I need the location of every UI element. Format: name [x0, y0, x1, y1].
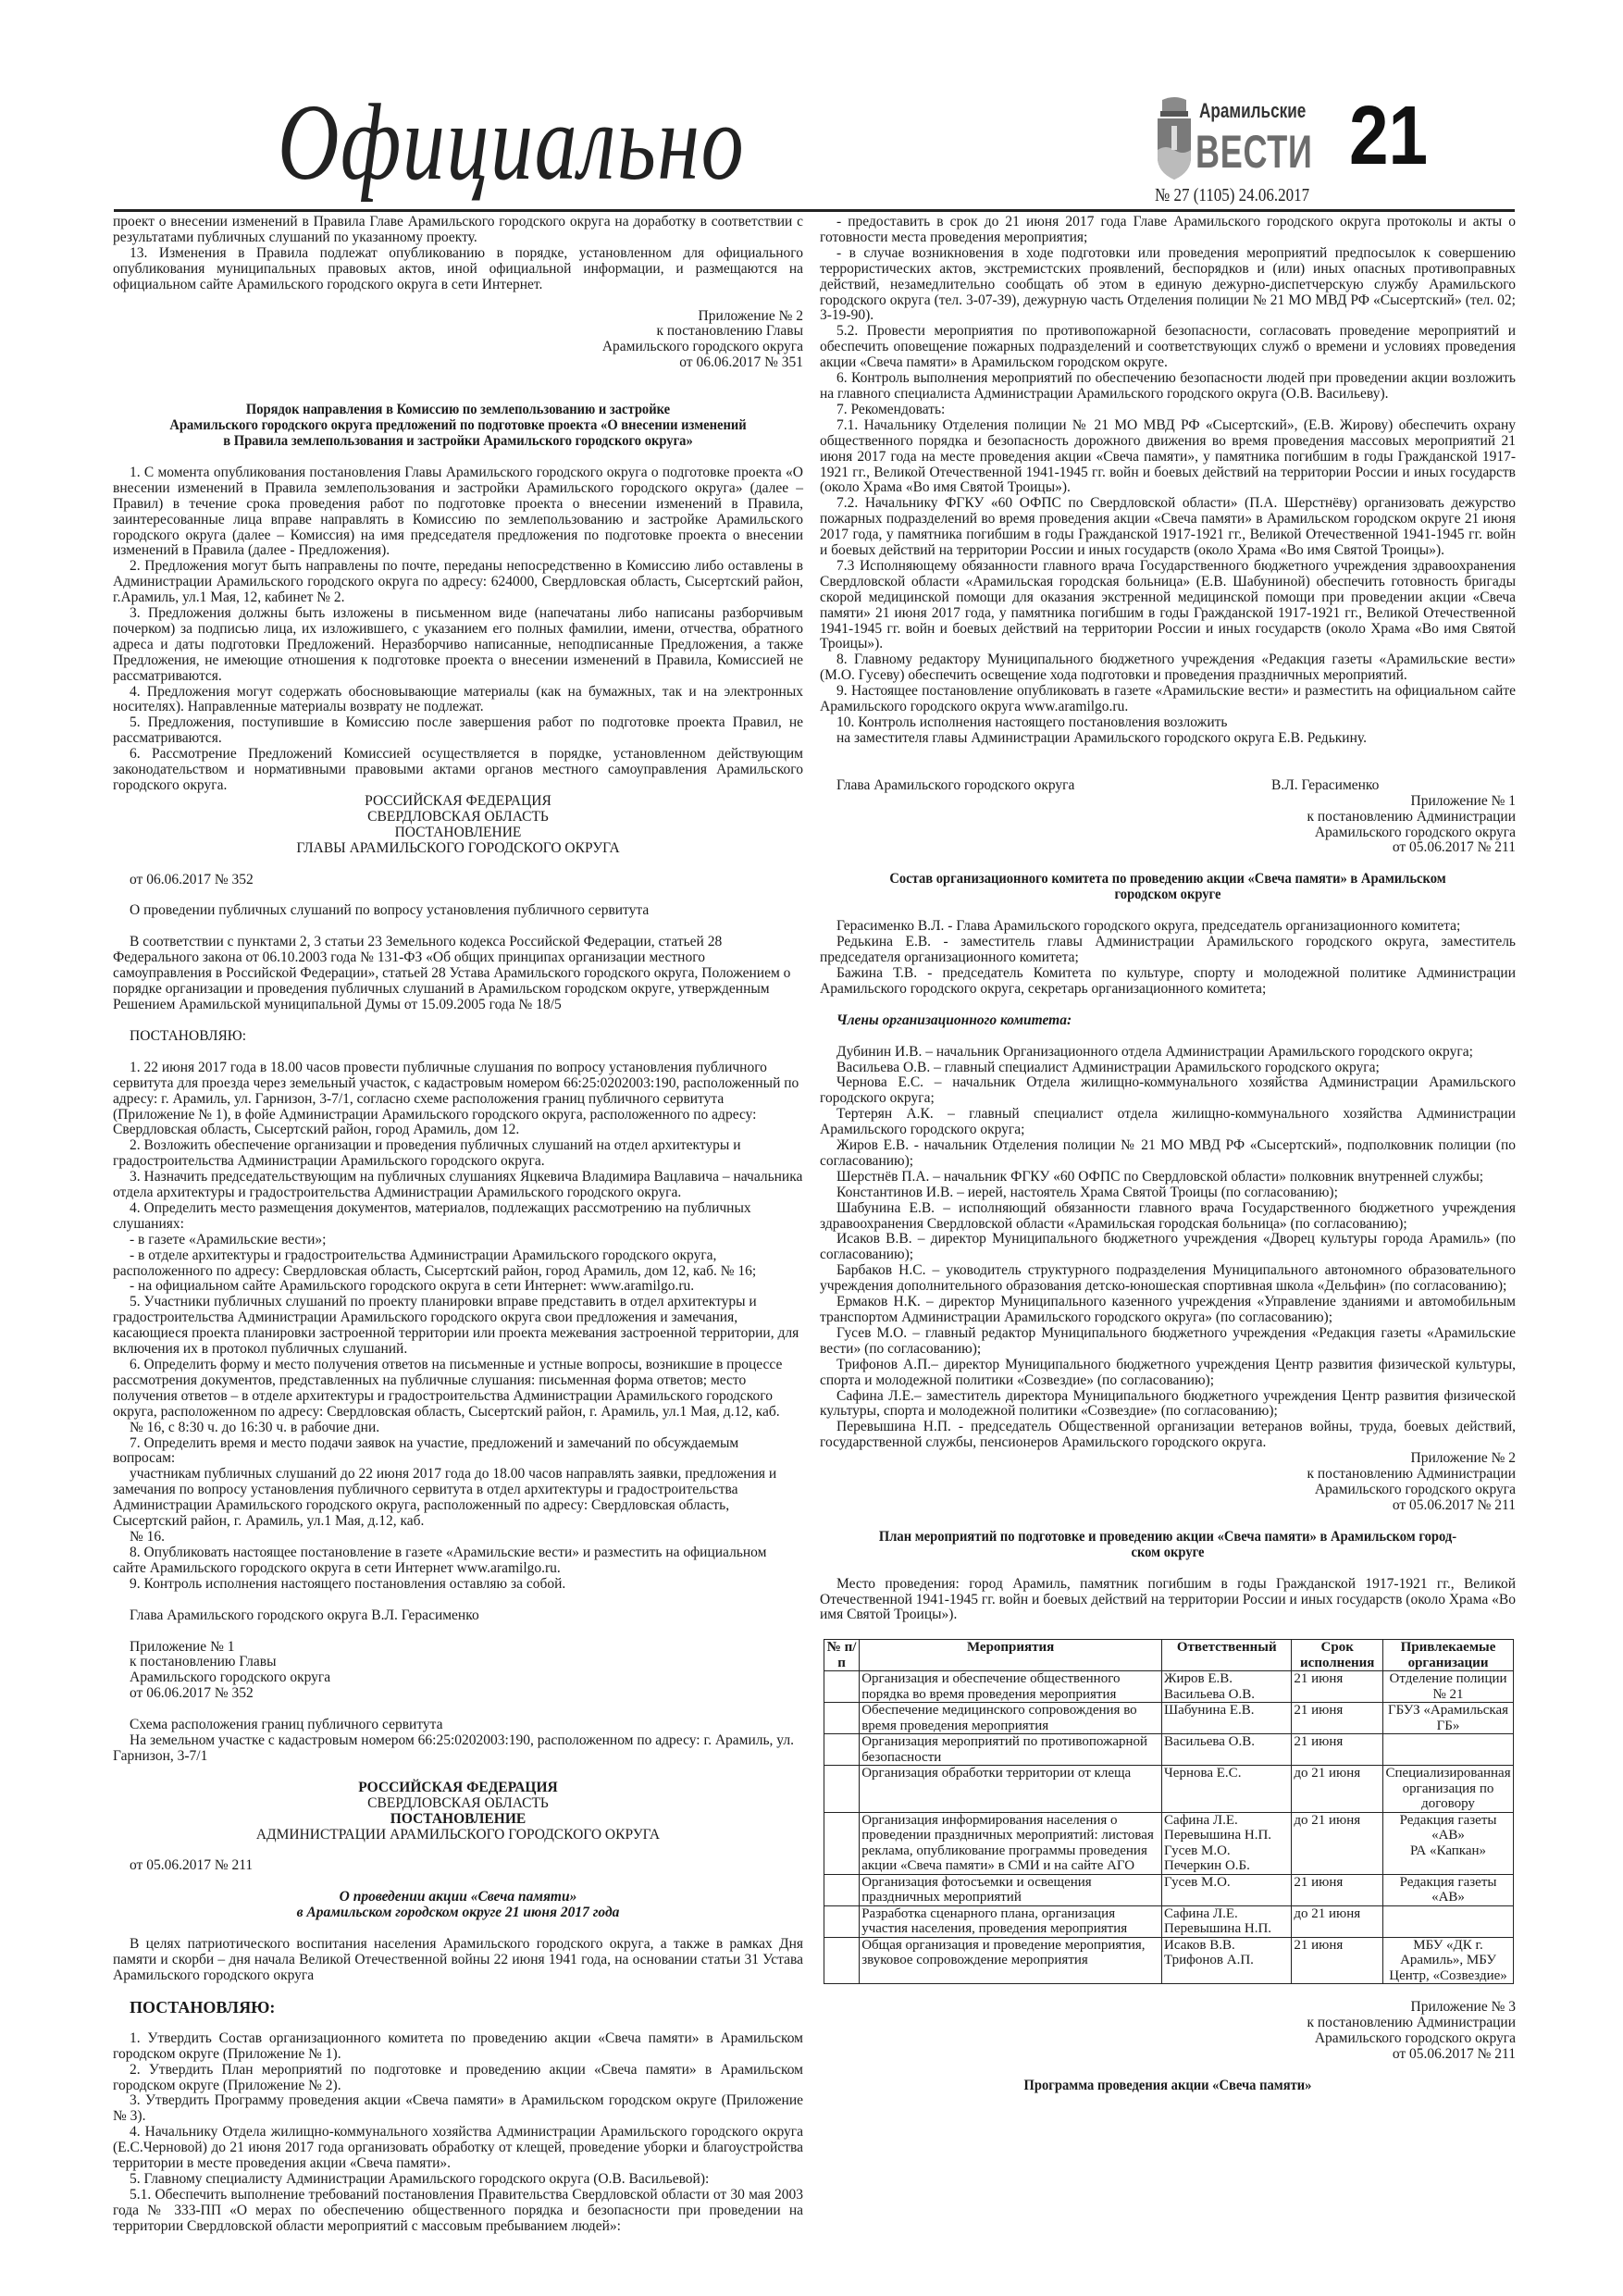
- table-cell: Сафина Л.Е. Перевышина Н.П. Гусев М.О. Печеркин О.Б.: [1162, 1812, 1292, 1874]
- text-lines: [113, 1640, 803, 1703]
- table-cell: Организация и обеспечение общественного порядка во время проведения мероприятия: [860, 1671, 1162, 1703]
- paragraph: № 16.: [130, 1528, 166, 1545]
- section-heading: [841, 872, 1495, 903]
- paragraph: Барбаков Н.С. – уководитель структурного подразделения Муниципального автономного образовательного учреждения дополнительного образования детско-юношеская спортивная школа «Дельфин» (по согласованию);: [820, 1262, 1516, 1295]
- paragraph: 9. Настоящее постановление опубликовать в газете «Арамильские вести» и разместить на официальном сайте Арамильского городского округа www.aramilgo.ru.: [820, 683, 1516, 715]
- paragraph: Ермаков Н.К. – директор Муниципального казенного учреждения «Управление зданиями и автомобильным транспортом Администрации Арамильского городского округа» (по согласованию);: [820, 1294, 1516, 1325]
- text-line: СВЕРДЛОВСКАЯ ОБЛАСТЬ: [367, 808, 549, 825]
- spacer: [113, 293, 803, 309]
- paragraph: 2. Утвердить План мероприятий по подготовке и проведению акции «Свеча памяти» в Арамильском городском округе (Приложение № 2).: [113, 2061, 803, 2093]
- section-heading: [841, 2079, 1495, 2094]
- table-cell: [824, 1937, 860, 1984]
- paragraph: 4. Начальнику Отдела жилищно-коммунального хозяйства Администрации Арамильского городского округа (Е.С.Черновой) до 21 июня 2017 года организовать обработку от клещей, проведение уборки и благоустройства территории в месте проведения акции «Свеча памяти».: [113, 2124, 803, 2172]
- paragraph: 5. Предложения, поступившие в Комиссию после завершения работ по подготовке проекта Правил, не рассматриваются.: [113, 714, 803, 747]
- spacer: [113, 1045, 803, 1061]
- paragraph: Гусев М.О. – главный редактор Муниципального бюджетного учреждения «Редакция газеты «Арамильские вести» (по согласованию);: [820, 1324, 1516, 1357]
- paragraph: Сафина Л.Е.– заместитель директора Муниципального бюджетного учреждения Центр развития физической культуры, спорта и молодежной политики «Созвездие» (по согласованию);: [820, 1387, 1516, 1420]
- paragraph: - в отделе архитектуры и градостроительства Администрации Арамильского городского округа, расположенного по адресу: Свердловская область, Сысертский район, город Арамиль, дом 12, каб. № 16;: [113, 1247, 757, 1279]
- table-cell: 21 июня: [1292, 1734, 1383, 1766]
- appendix-reference: [820, 2000, 1516, 2063]
- table-cell: МБУ «ДК г. Арамиль», МБУ Центр, «Созвездие»: [1383, 1937, 1514, 1984]
- issue-number-date: № 27 (1105) 24.06.2017: [1155, 185, 1310, 205]
- paragraph: 6. Контроль выполнения мероприятий по обеспечению безопасности людей при проведении акции возложить на главного специалиста Администрации Арамильского городского округа (О.В. Васильеву).: [820, 370, 1516, 402]
- spacer: [113, 387, 803, 403]
- spacer: [820, 856, 1516, 872]
- resolution-keyword: ПОСТАНОВЛЯЮ:: [130, 1997, 276, 2017]
- table-cell: Организация обработки территории от клеща: [860, 1766, 1162, 1813]
- text-line: Арамильского городского округа: [1314, 824, 1516, 840]
- logo-top-text: Арамильские: [1199, 99, 1307, 122]
- table-cell: [1383, 1905, 1514, 1937]
- table-cell: Жиров Е.В. Васильева О.В.: [1162, 1671, 1292, 1703]
- table-row: [824, 1812, 1514, 1874]
- paragraph: 3. Назначить председательствующим на публичных слушаниях Яцкевича Владимира Вацлавича – начальника отдела архитектуры и градостроительства Администрации Арамильского городского округа.: [113, 1169, 803, 1201]
- table-cell: [824, 1905, 860, 1937]
- spacer: [113, 1013, 803, 1029]
- header-line: РОССИЙСКАЯ ФЕДЕРАЦИЯ: [358, 1779, 558, 1795]
- text-line: в Арамильском городском округе 21 июня 2017 года: [296, 1905, 620, 1921]
- paragraph: Бажина Т.В. - председатель Комитета по культуре, спорту и молодежной политике Администрации Арамильского городского округа, секретарь организационного комитета;: [820, 964, 1516, 997]
- paragraph: ПОСТАНОВЛЯЮ:: [130, 1027, 247, 1044]
- spacer: [113, 2016, 803, 2031]
- table-cell: [824, 1874, 860, 1905]
- header-line: ПОСТАНОВЛЕНИЕ: [390, 1810, 527, 1827]
- text-line: Арамильского городского округа: [1314, 1481, 1516, 1497]
- table-row: [824, 1734, 1514, 1766]
- spacer: [820, 763, 1516, 778]
- table-cell: [1383, 1734, 1514, 1766]
- signatory-name: В.Л. Герасименко: [1271, 776, 1380, 793]
- text-line: ГЛАВЫ АРАМИЛЬСКОГО ГОРОДСКОГО ОКРУГА: [296, 839, 620, 856]
- spacer: [113, 1593, 803, 1608]
- paragraph: Дубинин И.В. – начальник Организационного отдела Администрации Арамильского городского округа;: [836, 1043, 1473, 1060]
- spacer: [820, 1029, 1516, 1045]
- table-header-cell: Срок исполнения: [1292, 1640, 1383, 1671]
- text-line: Арамильского городского округа: [130, 1669, 331, 1686]
- table-cell: Редакция газеты «АВ» РА «Капкан»: [1383, 1812, 1514, 1874]
- spacer: [113, 857, 803, 873]
- table-cell: Редакция газеты «АВ»: [1383, 1874, 1514, 1905]
- paragraph: 1. 22 июня 2017 года в 18.00 часов провести публичные слушания по вопросу установления публичного сервитута для проезда через земельный участок, с кадастровым номером 66:25:0202003:190, расположенный по адресу: г. Арамиль, ул. Гарнизон, 3-7/1, согласно схеме расположения границ публичного сервитута (Приложение № 1), в фойе Администрации Арамильского городского округа, расположенного по адресу: Свердловская область, Сысертский район, город Арамиль, дом 12.: [113, 1059, 799, 1138]
- paragraph: - в газете «Арамильские вести»;: [130, 1231, 327, 1247]
- paragraph: 4. Определить место размещения документов, материалов, подлежащих рассмотрению на публичных слушаниях:: [113, 1199, 751, 1232]
- paragraph: 6. Рассмотрение Предложений Комиссией осуществляется в порядке, установленном действующим законодательством и нормативными правовыми актами органов местного самоуправления Арамильского городского округа.: [113, 746, 803, 793]
- paragraph: Шерстнёв П.А. – начальник ФГКУ «60 ОФПС по Свердловской области» полковник внутренней службы;: [836, 1168, 1484, 1185]
- text-line: Арамильского городского округа: [1314, 2030, 1516, 2047]
- paragraph: Чернова Е.С. – начальник Отдела жилищно-коммунального хозяйства Администрации Арамильского городского округа;: [820, 1074, 1516, 1107]
- table-cell: Общая организация и проведение мероприятия, звуковое сопровождение мероприятия: [860, 1937, 1162, 1984]
- paragraph: 1. Утвердить Состав организационного комитета по проведению акции «Свеча памяти» в Арамильском городском округе (Приложение № 1).: [113, 2029, 803, 2062]
- coat-of-arms-icon: [1155, 96, 1194, 181]
- table-cell: Разработка сценарного плана, организация участия населения, проведения мероприятия: [860, 1905, 1162, 1937]
- paragraph: Схема расположения границ публичного сервитута: [130, 1717, 443, 1733]
- paragraph: 13. Изменения в Правила подлежат опубликованию в порядке, установленном для официального опубликования муниципальных правовых актов, иной официальной информации, и размещаются на официальном сайте Арамильского городского округа в сети Интернет.: [113, 244, 803, 292]
- appendix-reference: [113, 309, 803, 372]
- table-cell: [824, 1703, 860, 1734]
- text-line: от 05.06.2017 № 211: [1392, 2046, 1516, 2063]
- text-line: Порядок направления в Комиссию по землепользованию и застройке: [245, 402, 671, 418]
- plan-table: [824, 1639, 1514, 1984]
- paragraph: 7. Определить время и место подачи заявок на участие, предложений и замечаний по обсуждаемым вопросам:: [113, 1434, 739, 1467]
- table-cell: Шабунина Е.В.: [1162, 1703, 1292, 1734]
- header-line: АДМИНИСТРАЦИИ АРАМИЛЬСКОГО ГОРОДСКОГО ОКРУГА: [255, 1826, 661, 1843]
- spacer: [820, 747, 1516, 763]
- table-cell: Чернова Е.С.: [1162, 1766, 1292, 1813]
- paragraph: 8. Опубликовать настоящее постановление в газете «Арамильские вести» и разместить на официальном сайте Арамильского городского округа в сети Интернет www.aramilgo.ru.: [113, 1544, 767, 1576]
- text-line: Приложение № 1: [130, 1638, 235, 1655]
- text-line: от 05.06.2017 № 211: [1392, 1496, 1516, 1513]
- text-line: от 06.06.2017 № 351: [679, 354, 803, 371]
- paragraph: проект о внесении изменений в Правила Главе Арамильского городского округа на доработку в соответствии с результатами публичных слушаний по указанному проекту.: [113, 214, 803, 245]
- signatory-title: Глава Арамильского городского округа: [836, 776, 1075, 793]
- table-cell: Организация информирования населения о проведении праздничных мероприятий: листовая реклама, опубликование программы проведения акции «Свеча памяти» в СМИ и на сайте АГО: [860, 1812, 1162, 1874]
- paragraph: 5. Главному специалисту Администрации Арамильского городского округа (О.В. Васильевой):: [130, 2170, 710, 2187]
- paragraph: 2. Возложить обеспечение организации и проведения публичных слушаний на отдел архитектуры и градостроительства Администрации Арамильского городского округа.: [113, 1137, 741, 1170]
- table-header-cell: Мероприятия: [860, 1640, 1162, 1671]
- table-cell: Сафина Л.Е. Перевышина Н.П.: [1162, 1905, 1292, 1937]
- text-line: городском округе: [1114, 887, 1221, 903]
- text-line: План мероприятий по подготовке и проведению акции «Свеча памяти» в Арамильском город-: [878, 1528, 1457, 1545]
- paragraph: В соответствии с пунктами 2, 3 статьи 23 Земельного кодекса Российской Федерации, статьей 28 Федерального закона от 06.10.2003 года № 131-ФЗ «Об общих принципах организации местного самоуправления в Российской Федерации», статьей 28 Устава Арамильского городского округа, Положением о порядке организации и проведения публичных слушаний в Арамильском городском округе, утвержденным Решением Арамильской муниципальной Думы от 15.09.2005 года № 18/5: [113, 934, 791, 1012]
- table-header-cell: Ответственный: [1162, 1640, 1292, 1671]
- table-row: [824, 1766, 1514, 1813]
- table-row: [824, 1937, 1514, 1984]
- paragraph: 7.2. Начальнику ФГКУ «60 ОФПС по Свердловской области» (П.А. Шерстнёву) организовать дежурство пожарных подразделений во время проведения акции «Свеча памяти» в Арамильском городском округе 21 июня 2017 года, у памятника погибшим в годы Гражданской 1917-1921 гг., Великой Отечественной 1941-1945 гг. войн и боевых действий на территории России и иных государств (около Храма «Во имя Святой Троицы»).: [820, 495, 1516, 559]
- table-row: [824, 1703, 1514, 1734]
- paragraph: 3. Предложения должны быть изложены в письменном виде (напечатаны либо написаны разборчивым почерком) за подписью лица, их изложившего, с указанием его полных фамилии, имени, отчества, обратного адреса и даты подготовки Предложений. Неразборчиво написанные, неподписанные Предложения, а также Предложения, не имеющие отношения к подготовке проекта о внесении изменений в Правила, Комиссией не рассматриваются.: [113, 605, 803, 684]
- spacer: [820, 998, 1516, 1013]
- document-header: [113, 1781, 803, 1843]
- spacer: [113, 887, 803, 903]
- paragraph: 1. С момента опубликования постановления Главы Арамильского городского округа о подготовке проекта «О внесении изменений в Правила землепользования и застройки Арамильского городского округа» (далее – Правил) в течение срока проведения работ по подготовке проекта о внесении изменений в Правила, заинтересованные лица вправе направлять в Комиссию по землепользованию и застройке Арамильского городского округа (далее – Комиссия) на имя председателя предложения по подготовке проекта о внесении изменений в Правила (далее - Предложения).: [113, 464, 803, 559]
- signature-line: [820, 778, 1516, 794]
- paragraph: от 06.06.2017 № 352: [130, 871, 254, 887]
- table-cell: [824, 1766, 860, 1813]
- table-header-cell: Привлекаемые организации: [1383, 1640, 1514, 1671]
- table-cell: Исаков В.В. Трифонов А.П.: [1162, 1937, 1292, 1984]
- header-rule: [114, 209, 1515, 212]
- logo-main-text: ВЕСТИ: [1196, 126, 1313, 178]
- text-line: ском округе: [1131, 1544, 1205, 1560]
- paragraph: 5.2. Провести мероприятия по противопожарной безопасности, согласовать проведение мероприятий и обеспечить оповещение пожарных подразделений и соответствующих служб о времени и условиях проведения акции «Свеча памяти» в Арамильском городском округе.: [820, 323, 1516, 371]
- text-line: от 05.06.2017 № 211: [1392, 839, 1516, 856]
- text-line: к постановлению Администрации: [1307, 808, 1516, 825]
- text-line: ПОСТАНОВЛЕНИЕ: [394, 824, 522, 840]
- spacer: [820, 1623, 1516, 1639]
- text-line: в Правила землепользования и застройки Арамильского городского округа»: [223, 432, 693, 449]
- table-row: [824, 1874, 1514, 1905]
- table-cell: 21 июня: [1292, 1937, 1383, 1984]
- text-line: Арамильского городского округа: [601, 339, 803, 355]
- paragraph: Герасименко В.Л. - Глава Арамильского городского округа, председатель организационного комитета;: [836, 918, 1461, 935]
- paragraph: № 16, с 8:30 ч. до 16:30 ч. в рабочие дни.: [130, 1419, 380, 1435]
- table-header-row: [824, 1640, 1514, 1671]
- table-cell: 21 июня: [1292, 1703, 1383, 1734]
- paragraph: 3. Утвердить Программу проведения акции «Свеча памяти» в Арамильском городском округе (Приложение № 3).: [113, 2092, 803, 2125]
- paragraph: - предоставить в срок до 21 июня 2017 года Главе Арамильского городского округа протоколы и акты о готовности места проведения мероприятия;: [820, 214, 1516, 245]
- paragraph: 9. Контроль исполнения настоящего постановления оставляю за собой.: [130, 1575, 566, 1592]
- text-line: к постановлению Главы: [656, 323, 803, 340]
- table-cell: Специализированная организация по договору: [1383, 1766, 1514, 1813]
- newspaper-logo: [1155, 90, 1525, 207]
- table-cell: до 21 июня: [1292, 1812, 1383, 1874]
- paragraph: Константинов И.В. – иерей, настоятель Храма Святой Троицы (по согласованию);: [836, 1184, 1338, 1200]
- spacer: [820, 1984, 1516, 2000]
- text-line: от 06.06.2017 № 352: [130, 1685, 254, 1702]
- paragraph: 6. Определить форму и место получения ответов на письменные и устные вопросы, возникшие в процессе рассмотрения документов, представленных на публичные слушания: письменная форма ответов; место получения ответов – в отделе архитектуры и градостроительства Администрации Арамильского городского округа, расположенном по адресу: Свердловская область, Сысертский район, г. Арамиль, ул.1 Мая, д.12, каб.: [113, 1357, 783, 1420]
- table-cell: Обеспечение медицинского сопровождения во время проведения мероприятия: [860, 1703, 1162, 1734]
- paragraph: На земельном участке с кадастровым номером 66:25:0202003:190, расположенном по адресу: г. Арамиль, ул. Гарнизон, 3-7/1: [113, 1732, 794, 1764]
- spacer: [820, 903, 1516, 919]
- left-column: [113, 215, 803, 2235]
- paragraph: Место проведения: город Арамиль, памятник погибшим в годы Гражданской 1917-1921 гг., Великой Отечественной 1941-1945 гг. войн и боевых действий на территории России и иных государств (около Храма «Во имя Святой Троицы»).: [820, 1575, 1516, 1623]
- table-cell: до 21 июня: [1292, 1905, 1383, 1937]
- paragraph: Васильева О.В. – главный специалист Администрации Арамильского городского округа;: [836, 1059, 1380, 1075]
- resolution-title: [113, 1890, 803, 1921]
- paragraph: В целях патриотического воспитания населения Арамильского городского округа, а также в рамках Дня памяти и скорби – дня начала Великой Отечественной войны 22 июня 1941 года, на основании статьи 31 Устава Арамильского городского округа: [113, 1936, 803, 1983]
- paragraph: 8. Главному редактору Муниципального бюджетного учреждения «Редакция газеты «Арамильские вести» (М.О. Гусеву) обеспечить освещение хода подготовки и проведения праздничных мероприятий.: [820, 652, 1516, 684]
- table-cell: Васильева О.В.: [1162, 1734, 1292, 1766]
- table-cell: 21 июня: [1292, 1874, 1383, 1905]
- paragraph: Перевышина Н.П. - председатель Общественной организации ветеранов войны, труда, боевых действий, государственной службы, пенсионеров Арамильского городского округа.: [820, 1419, 1516, 1451]
- table-header-cell: № п/п: [824, 1640, 860, 1671]
- text-line: О проведении акции «Свеча памяти»: [339, 1889, 577, 1905]
- spacer: [113, 1765, 803, 1781]
- right-column: [820, 215, 1516, 2094]
- text-line: к постановлению Главы: [130, 1654, 277, 1670]
- section-heading: [841, 1530, 1495, 1561]
- page-number: 21: [1349, 90, 1429, 182]
- paragraph: 5. Участники публичных слушаний по проекту планировки вправе представить в отдел архитектуры и градостроительства Администрации Арамильского городского округа свои предложения и замечания, касающиеся проекта планировки застроенной территории или проекта межевания застроенной территории, для включения их в протокол публичных слушаний.: [113, 1294, 799, 1358]
- text-line: РОССИЙСКАЯ ФЕДЕРАЦИЯ: [365, 792, 551, 809]
- paragraph: 5.1. Обеспечить выполнение требований постановления Правительства Свердловской области от 30 мая 2003 года № 333-ПП «О мерах по обеспечению общественного порядка и безопасности при проведении на территории Свердловской области мероприятий с массовым пребыванием людей»:: [113, 2186, 803, 2234]
- table-cell: [824, 1812, 860, 1874]
- table-cell: ГБУЗ «Арамильская ГБ»: [1383, 1703, 1514, 1734]
- paragraph: Исаков В.В. – директор Муниципального бюджетного учреждения «Дворец культуры города Арамиль» (по согласованию);: [820, 1231, 1516, 1263]
- spacer: [113, 1702, 803, 1718]
- section-title: Официально: [278, 81, 746, 203]
- paragraph: 7. Рекомендовать:: [836, 401, 946, 417]
- paragraph: - в случае возникновения в ходе подготовки или проведения мероприятий предпосылок к совершению террористических актов, экстремистских проявлений, беспорядков и (или) иных опасных противоправных действий, незамедлительно сообщать об этом в единую дежурно-диспетчерскую службу Арамильского городского округа (тел. 3-07-39), дежурную часть Отделения полиции № 21 МО МВД РФ «Сысертский» (тел. 02; 3-19-90).: [820, 244, 1516, 324]
- text-line: Приложение № 2: [698, 307, 803, 324]
- appendix-reference: [820, 1451, 1516, 1514]
- paragraph: 7.1. Начальнику Отделения полиции № 21 МО МВД РФ «Сысертский», (Е.В. Жирову) обеспечить охрану общественного порядка и безопасность дорожного движения во время проведения массовых мероприятий 21 июня 2017 года на месте проведения акции «Свеча памяти», у памятника погибшим в годы Гражданской 1917-1921 гг., Великой Отечественной 1941-1945 гг. войн и боевых действий на территории России и иных государств (около Храма «Во имя Святой Троицы»).: [820, 416, 1516, 496]
- document-header: [113, 794, 803, 857]
- text-line: Приложение № 2: [1410, 1450, 1516, 1467]
- text-line: Программа проведения акции «Свеча памяти»: [1023, 2077, 1312, 2093]
- spacer: [113, 450, 803, 465]
- text-line: Приложение № 3: [1410, 1999, 1516, 2016]
- paragraph: 4. Предложения могут содержать обосновывающие материалы (как на бумажных, так и на электронных носителях). Направленные материалы возврату не подлежат.: [113, 683, 803, 715]
- paragraph: О проведении публичных слушаний по вопросу установления публичного сервитута: [130, 902, 650, 919]
- text-line: на заместителя главы Администрации Арамильского городского округа Е.В. Редькину.: [836, 729, 1367, 746]
- subsection-heading: Члены организационного комитета:: [836, 1011, 1072, 1028]
- text-line: 10. Контроль исполнения настоящего постановления возложить: [836, 714, 1228, 730]
- spacer: [113, 1843, 803, 1858]
- text-line: к постановлению Администрации: [1307, 1466, 1516, 1483]
- header-line: СВЕРДЛОВСКАЯ ОБЛАСТЬ: [367, 1794, 549, 1811]
- table-cell: [824, 1734, 860, 1766]
- paragraph: Тертерян А.К. – главный специалист отдела жилищно-коммунального хозяйства Администрации Арамильского городского округа;: [820, 1106, 1516, 1138]
- spacer: [113, 1874, 803, 1890]
- paragraph: от 05.06.2017 № 211: [130, 1857, 254, 1874]
- paragraph: Глава Арамильского городского округа В.Л. Герасименко: [130, 1607, 479, 1623]
- paragraph: 7.3 Исполняющему обязанности главного врача Государственного бюджетного учреждения здравоохранения Свердловской области «Арамильская городская больница» (Е.В. Шабуниной) обеспечить готовность бригады скорой медицинской помощи для оказания экстренной медицинской помощи при проведении акции «Свеча памяти» 21 июня 2017 года, у памятника погибшим в годы Гражданской 1917-1921 гг., Великой Отечественной 1941-1945 гг. войн и боевых действий на территории России и иных государств (около Храма «Во имя Святой Троицы»).: [820, 557, 1516, 652]
- spacer: [113, 1624, 803, 1640]
- spacer: [820, 2063, 1516, 2079]
- table-row: [824, 1671, 1514, 1703]
- paragraph: - на официальном сайте Арамильского городского округа в сети Интернет: www.aramilgo.ru.: [130, 1278, 695, 1295]
- paragraph: Шабунина Е.В. – исполняющий обязанности главного врача Государственного бюджетного учреждения здравоохранения Свердловской области «Арамильская городская больница» (по согласованию);: [820, 1199, 1516, 1232]
- table-cell: Организация фотосъемки и освещения праздничных мероприятий: [860, 1874, 1162, 1905]
- section-heading: [133, 403, 782, 450]
- text-line: Состав организационного комитета по проведению акции «Свеча памяти» в Арамильском: [889, 871, 1446, 887]
- text-line: Приложение № 1: [1410, 792, 1516, 809]
- text-line: Арамильского городского округа предложений по подготовке проекта «О внесении изменений: [169, 417, 747, 434]
- paragraph: Редькина Е.В. - заместитель главы Администрации Арамильского городского округа, заместитель председателя организационного комитета;: [820, 934, 1516, 965]
- paragraph: Жиров Е.В. - начальник Отделения полиции № 21 МО МВД РФ «Сысертский», подполковник полиции (по согласованию);: [820, 1137, 1516, 1169]
- table-cell: 21 июня: [1292, 1671, 1383, 1703]
- table-cell: Организация мероприятий по противопожарной безопасности: [860, 1734, 1162, 1766]
- spacer: [113, 1921, 803, 1937]
- table-cell: Гусев М.О.: [1162, 1874, 1292, 1905]
- paragraph: 2. Предложения могут быть направлены по почте, переданы непосредственно в Комиссию либо оставлены в Администрации Арамильского городского округа по адресу: 624000, Свердловская область, Сысертский район, г.Арамиль, ул.1 Мая, 12, кабинет № 2.: [113, 558, 803, 606]
- spacer: [113, 919, 803, 935]
- spacer: [820, 1561, 1516, 1577]
- paragraph: Трифонов А.П.– директор Муниципального бюджетного учреждения Центр развития физической культуры, спорта и молодежной политики «Созвездие» (по согласованию);: [820, 1356, 1516, 1388]
- table-row: [824, 1905, 1514, 1937]
- table-cell: [824, 1671, 860, 1703]
- spacer: [113, 371, 803, 387]
- paragraph: участникам публичных слушаний до 22 июня 2017 года до 18.00 часов направлять заявки, предложения и замечания по вопросу установления публичного сервитута в отдел архитектуры и градостроительства Администрации Арамильского городского округа, расположенный по адресу: Свердловская область, Сысертский район, г. Арамиль, ул.1 Мая, д.12, каб.: [113, 1466, 777, 1530]
- text-lines: [820, 715, 1516, 747]
- table-cell: Отделение полиции № 21: [1383, 1671, 1514, 1703]
- text-line: к постановлению Администрации: [1307, 2015, 1516, 2031]
- appendix-reference: [820, 794, 1516, 857]
- spacer: [820, 1514, 1516, 1530]
- table-cell: до 21 июня: [1292, 1766, 1383, 1813]
